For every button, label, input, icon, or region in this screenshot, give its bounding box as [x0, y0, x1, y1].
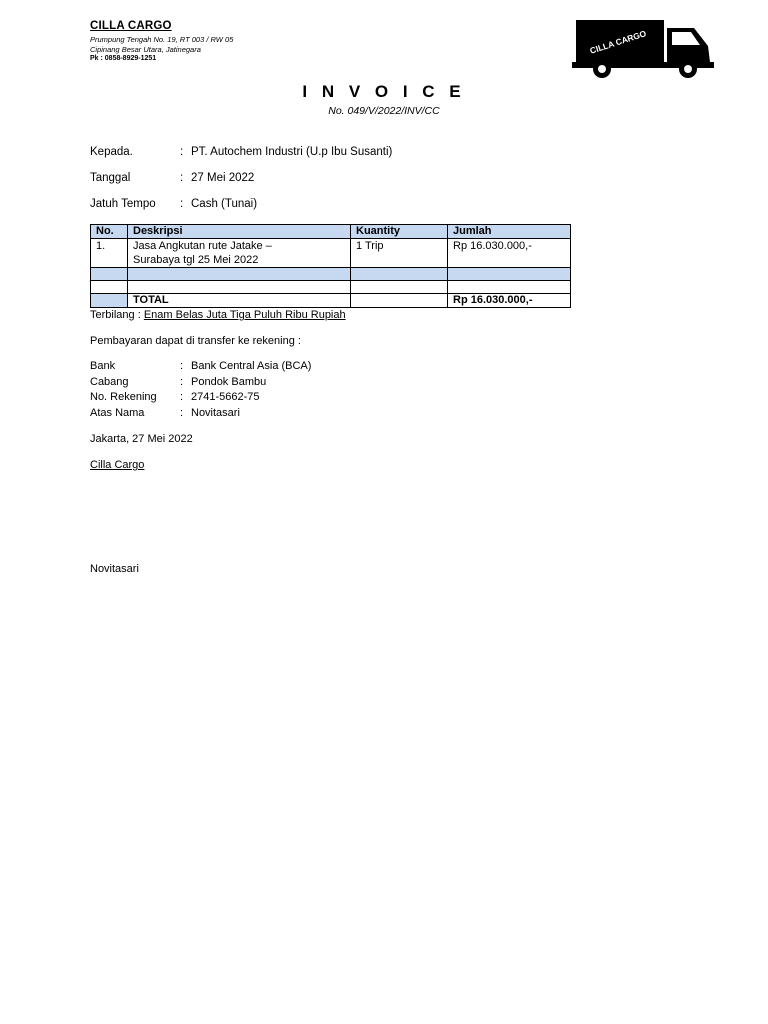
table-header-row: [91, 225, 571, 239]
row-qty: 1 Trip: [351, 239, 448, 268]
rekening-row: [90, 391, 260, 403]
payment-intro: Pembayaran dapat di transfer ke rekening :: [90, 335, 301, 347]
bank-colon: :: [180, 360, 184, 372]
tanggal-row: [90, 172, 254, 184]
rekening-colon: :: [180, 391, 184, 403]
header-deskripsi: Deskripsi: [128, 225, 351, 239]
row-desc-line2: Surabaya tgl 25 Mei 2022: [133, 254, 259, 266]
tanggal-colon: :: [180, 172, 184, 184]
cabang-label: Cabang: [90, 376, 129, 388]
table-row-empty: [91, 268, 571, 281]
cabang-colon: :: [180, 376, 184, 388]
table-row-empty: [91, 281, 571, 294]
atas-nama-label: Atas Nama: [90, 407, 145, 419]
signer-name: Novitasari: [90, 563, 139, 575]
jatuh-tempo-colon: :: [180, 198, 184, 210]
rekening-value: 2741-5662-75: [191, 391, 260, 403]
terbilang-value: Enam Belas Juta Tiga Puluh Ribu Rupiah: [143, 309, 346, 321]
table-row: [91, 239, 571, 268]
table-total-row: [91, 294, 571, 308]
truck-icon: [570, 18, 716, 80]
kepada-colon: :: [180, 146, 184, 158]
rekening-label: No. Rekening: [90, 391, 157, 403]
terbilang-label: Terbilang :: [90, 309, 141, 321]
total-label: TOTAL: [128, 294, 351, 308]
city-date: Jakarta, 27 Mei 2022: [90, 433, 193, 445]
jatuh-tempo-row: [90, 198, 257, 210]
bank-value: Bank Central Asia (BCA): [191, 360, 312, 372]
invoice-title: I N V O I C E: [302, 82, 466, 101]
row-amount: Rp 16.030.000,-: [448, 239, 571, 268]
bank-row: [90, 360, 311, 372]
atas-nama-colon: :: [180, 407, 184, 419]
atas-nama-value: Novitasari: [191, 407, 240, 419]
cabang-row: [90, 376, 266, 388]
header-jumlah: Jumlah: [448, 225, 571, 239]
jatuh-tempo-label: Jatuh Tempo: [90, 198, 156, 210]
kepada-label: Kepada.: [90, 146, 133, 158]
company-phone: Pk : 0858-8929-1251: [90, 55, 157, 62]
kepada-row: [90, 146, 392, 158]
terbilang: [90, 309, 346, 321]
tanggal-label: Tanggal: [90, 172, 131, 184]
kepada-value: PT. Autochem Industri (U.p Ibu Susanti): [191, 146, 393, 158]
total-amount: Rp 16.030.000,-: [448, 294, 571, 308]
jatuh-tempo-value: Cash (Tunai): [191, 198, 258, 210]
company-name: CILLA CARGO: [90, 20, 172, 32]
bank-label: Bank: [90, 360, 116, 372]
atas-nama-row: [90, 407, 240, 419]
signature-company: Cilla Cargo: [90, 459, 145, 471]
company-address-line2: Cipinang Besar Utara, Jatinegara: [90, 45, 201, 54]
row-no: 1.: [91, 239, 128, 268]
company-address-line1: Prumpung Tengah No. 19, RT 003 / RW 05: [90, 35, 234, 44]
header-kuantity: Kuantity: [351, 225, 448, 239]
row-desc: [128, 239, 351, 268]
tanggal-value: 27 Mei 2022: [191, 172, 255, 184]
invoice-number: No. 049/V/2022/INV/CC: [328, 105, 440, 117]
cabang-value: Pondok Bambu: [191, 376, 267, 388]
logo-text: CILLA CARGO: [588, 28, 648, 56]
header-no: No.: [91, 225, 128, 239]
row-desc-line1: Jasa Angkutan rute Jatake –: [133, 240, 272, 252]
items-table: [90, 224, 571, 308]
